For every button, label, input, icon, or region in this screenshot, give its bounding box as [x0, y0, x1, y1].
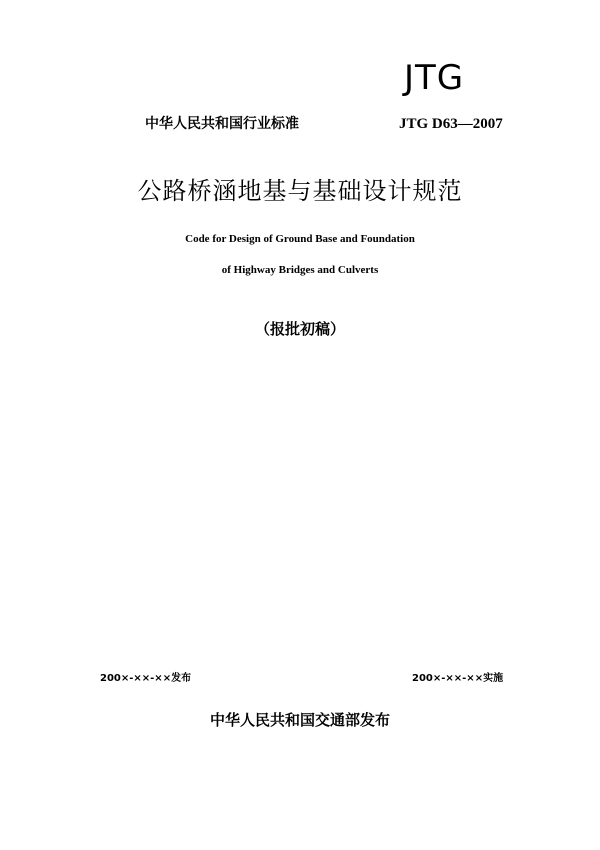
document-title-chinese: 公路桥涵地基与基础设计规范	[137, 177, 463, 205]
effective-date: 200×-××-××实施	[412, 673, 504, 684]
draft-status-note: （报批初稿）	[254, 320, 345, 338]
document-title-english-line2: of Highway Bridges and Culverts	[221, 264, 379, 276]
standard-code: JTG D63—2007	[399, 116, 503, 132]
issue-date: 200×-××-××发布	[100, 673, 192, 684]
document-title-english-line1: Code for Design of Ground Base and Foundation	[185, 233, 415, 245]
publisher: 中华人民共和国交通部发布	[209, 711, 390, 729]
jtg-logo: JTG	[404, 58, 465, 98]
industry-standard-label: 中华人民共和国行业标准	[145, 116, 299, 132]
